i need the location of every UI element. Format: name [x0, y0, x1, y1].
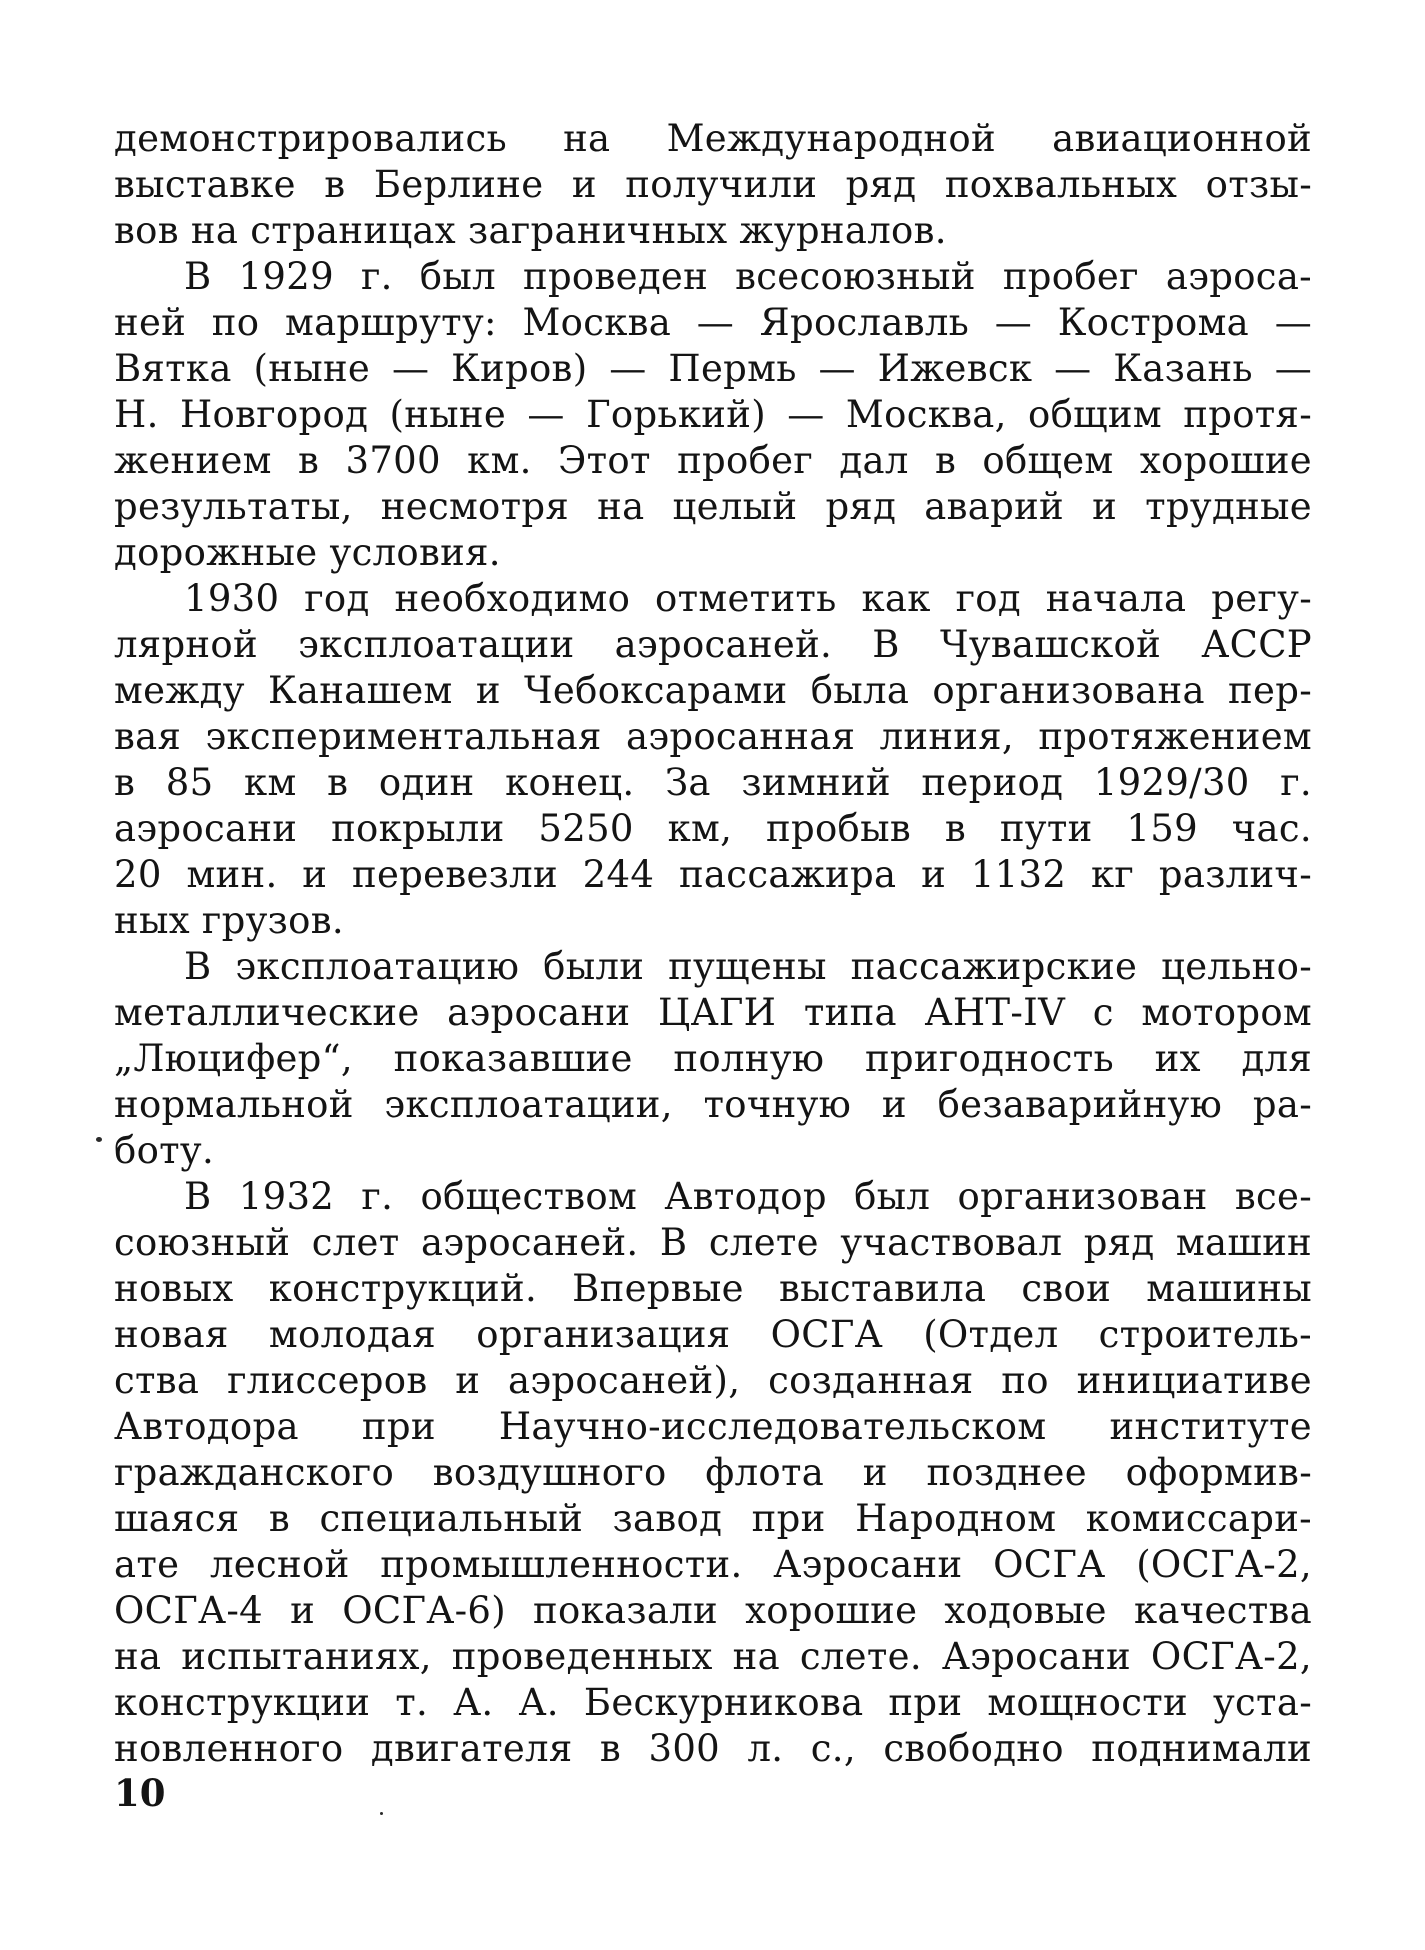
text-line: конструкции т. А. А. Бескурникова при мощности уста- — [114, 1681, 1312, 1724]
text-line: ных грузов. — [114, 899, 344, 942]
text-line: ОСГА-4 и ОСГА-6) показали хорошие ходовые качества — [114, 1589, 1312, 1632]
text-line: металлические аэросани ЦАГИ типа АНТ-IV с мотором — [114, 991, 1312, 1034]
paragraph-4 — [114, 944, 1312, 1174]
text-line: новых конструкций. Впервые выставила свои машины — [114, 1267, 1312, 1310]
text-line: 20 мин. и перевезли 244 пассажира и 1132 кг различ- — [114, 853, 1312, 896]
text-line: результаты, несмотря на целый ряд аварий и трудные — [114, 485, 1312, 528]
text-line: между Канашем и Чебоксарами была организована пер- — [114, 669, 1312, 712]
paragraph-3 — [114, 576, 1312, 944]
text-line: ате лесной промышленности. Аэросани ОСГА (ОСГА-2, — [114, 1543, 1312, 1586]
text-line: союзный слет аэросаней. В слете участвовал ряд машин — [114, 1221, 1312, 1264]
text-line: боту. — [114, 1129, 215, 1172]
text-line: ней по маршруту: Москва — Ярославль — Кострома — — [114, 301, 1312, 344]
text-line: жением в 3700 км. Этот пробег дал в общем хорошие — [114, 439, 1312, 482]
text-line: аэросани покрыли 5250 км, пробыв в пути 159 час. — [114, 807, 1312, 850]
text-line: „Люцифер“, показавшие полную пригодность их для — [114, 1037, 1312, 1080]
text-line: гражданского воздушного флота и позднее оформив- — [114, 1451, 1312, 1494]
text-line: Автодора при Научно-исследовательском институте — [114, 1405, 1312, 1448]
text-line: вая экспериментальная аэросанная линия, протяжением — [114, 715, 1312, 758]
text-line: лярной эксплоатации аэросаней. В Чувашской АССР — [114, 623, 1312, 666]
text-line: 1930 год необходимо отметить как год начала регу- — [184, 577, 1312, 620]
text-line: дорожные условия. — [114, 531, 501, 574]
text-line: Н. Новгород (ныне — Горький) — Москва, общим протя- — [114, 393, 1312, 436]
text-line: на испытаниях, проведенных на слете. Аэросани ОСГА-2, — [114, 1635, 1312, 1678]
text-line: нормальной эксплоатации, точную и безаварийную ра- — [114, 1083, 1312, 1126]
print-speck — [380, 1812, 383, 1815]
text-line: новая молодая организация ОСГА (Отдел строитель- — [114, 1313, 1312, 1356]
text-line: шаяся в специальный завод при Народном комиссари- — [114, 1497, 1312, 1540]
text-line: В эксплоатацию были пущены пассажирские цельно- — [184, 945, 1312, 988]
print-speck — [96, 1137, 102, 1142]
page-number: 10 — [114, 1771, 166, 1815]
text-line: в 85 км в один конец. За зимний период 1929/30 г. — [114, 761, 1312, 804]
text-line: новленного двигателя в 300 л. с., свободно поднимали — [114, 1727, 1312, 1770]
body-text — [114, 116, 1312, 1772]
text-line: выставке в Берлине и получили ряд похвальных отзы- — [114, 163, 1312, 206]
paragraph-1 — [114, 116, 1312, 254]
paragraph-2 — [114, 254, 1312, 576]
text-line: Вятка (ныне — Киров) — Пермь — Ижевск — Казань — — [114, 347, 1312, 390]
text-line: В 1932 г. обществом Автодор был организован все- — [184, 1175, 1312, 1218]
text-line: демонстрировались на Международной авиационной — [114, 117, 1312, 160]
text-line: В 1929 г. был проведен всесоюзный пробег аэроса- — [184, 255, 1312, 298]
text-line: вов на страницах заграничных журналов. — [114, 209, 947, 252]
text-line: ства глиссеров и аэросаней), созданная по инициативе — [114, 1359, 1312, 1402]
paragraph-5 — [114, 1174, 1312, 1772]
